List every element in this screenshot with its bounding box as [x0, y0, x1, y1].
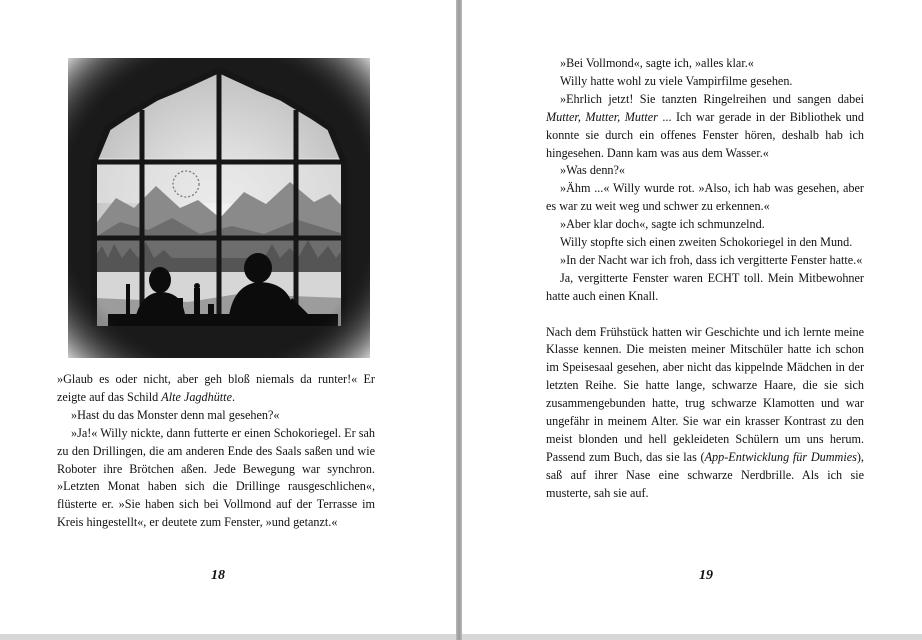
paragraph-text: »Ehrlich jetzt! Sie tanzten Ringelreihen und sangen dabei — [560, 91, 864, 106]
paragraph-text: Nach dem Frühstück hatten wir Geschichte und ich lernte meine Klasse kennen. Die meisten meiner Mitschüler hatte ich schon im Speisesaal gesehen, aber nicht das kippelnde Mädchen in der letzten Reihe. Sie hatte lange, schwarze Haare, die sie sich zusammengebunden hatte, trug schwarze Klamotten und war ungefähr in meinem Alter. Sie war ein krasser Kontrast zu den meist blonden und hell gekleideten Schülern um uns herum. Passend zum Buch, das sie las ( — [546, 324, 864, 464]
right-page — [462, 0, 922, 634]
paragraph — [546, 180, 864, 216]
paragraph — [57, 371, 375, 407]
paragraph — [546, 91, 864, 163]
paragraph-text: »Aber klar doch«, sagte ich schmunzelnd. — [560, 217, 765, 232]
paragraph-text: . — [231, 389, 236, 404]
paragraph — [546, 234, 864, 252]
paragraph — [546, 252, 864, 270]
paragraph-text: ... Ich war gerade in der Bibliothek und konnte sie durch ein offenes Fenster hören, deshalb hab ich hingesehen. Dann kam was aus dem Wasser.« — [546, 109, 864, 160]
italic-title-text: App-Entwicklung für Dummies — [704, 449, 857, 464]
italic-title-text: Mutter, Mutter, Mutter — [546, 109, 658, 124]
paragraph — [57, 407, 375, 425]
paragraph-text: »Hast du das Monster denn mal gesehen?« — [71, 407, 280, 422]
italic-title-text: Alte Jagdhütte — [161, 389, 232, 404]
paragraph-text: »Bei Vollmond«, sagte ich, »alles klar.« — [560, 56, 754, 70]
paragraph-text: ), saß auf ihrer Nase eine schwarze Nerdbrille. Als ich sie musterte, sah sie auf. — [546, 449, 864, 500]
paragraph-text: »Glaub es oder nicht, aber geh bloß niemals da runter!« Er zeigte auf das Schild — [57, 372, 375, 404]
paragraph — [546, 162, 864, 180]
paragraph-text: Willy hatte wohl zu viele Vampirfilme gesehen. — [560, 73, 793, 88]
paragraph — [546, 270, 864, 306]
paragraph-text: »Was denn?« — [560, 163, 626, 178]
paragraph-text: Willy stopfte sich einen zweiten Schokoriegel in den Mund. — [560, 235, 853, 250]
page-number-right: 19 — [699, 568, 713, 583]
paragraph-text: »In der Nacht war ich froh, dass ich vergitterte Fenster hatte.« — [560, 252, 863, 267]
window-illustration — [68, 58, 370, 358]
paragraph — [546, 216, 864, 234]
page-number-left: 18 — [211, 568, 225, 583]
paragraph-text: Ja, vergitterte Fenster waren ECHT toll. Mein Mitbewohner hatte auch einen Knall. — [546, 270, 864, 303]
paragraph — [546, 324, 864, 503]
paragraph-text: »Ja!« Willy nickte, dann futterte er einen Schokoriegel. Er sah zu den Drillingen, die am anderen Ende des Saals saßen und wie Roboter ihre Brötchen aßen. Jede Bewegung war synchron. »Letzten Monat haben sich die Drillinge rausgeschlichen«, flüsterte er. »Sie haben sich bei Vollmond auf der Terrasse im Kreis hingestellt«, er deutete zum Fenster, »und getanzt.« — [57, 425, 375, 530]
left-page — [0, 0, 456, 634]
paragraph — [546, 73, 864, 91]
right-page-text — [546, 55, 864, 503]
paragraph — [546, 55, 864, 73]
paragraph-text: »Ähm ...« Willy wurde rot. »Also, ich hab was gesehen, aber es war zu weit weg und schwer zu erkennen.« — [546, 181, 864, 214]
paragraph — [57, 425, 375, 532]
left-page-text — [57, 371, 375, 532]
